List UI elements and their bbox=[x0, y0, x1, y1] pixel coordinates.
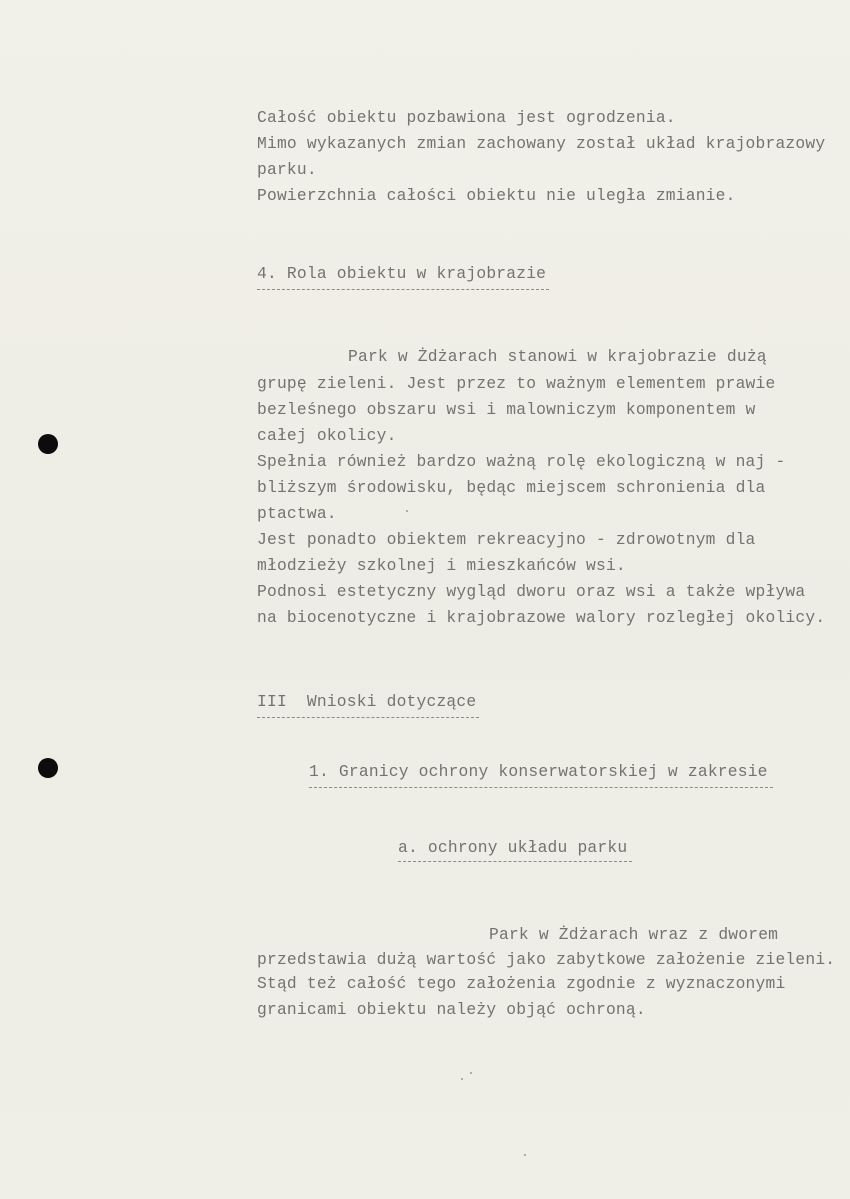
section-4-line-6: bliższym środowisku, będąc miejscem schronienia dla bbox=[257, 478, 766, 497]
conclusion-line-3: Stąd też całość tego założenia zgodnie z wyznaczonymi bbox=[257, 974, 786, 993]
section-III-heading: III Wnioski dotyczące bbox=[257, 692, 477, 711]
subheading-a-underline bbox=[398, 861, 632, 862]
subheading-1: 1. Granicy ochrony konserwatorskiej w zakresie bbox=[309, 762, 768, 781]
intro-line-4: Powierzchnia całości obiektu nie uległa zmianie. bbox=[257, 186, 736, 205]
intro-line-2: Mimo wykazanych zmian zachowany został układ krajobrazowy bbox=[257, 134, 826, 153]
section-III-underline bbox=[257, 717, 479, 718]
section-4-line-2: grupę zieleni. Jest przez to ważnym elementem prawie bbox=[257, 374, 776, 393]
conclusion-line-1: Park w Żdżarach wraz z dworem bbox=[489, 925, 779, 944]
paper-speck bbox=[406, 510, 408, 512]
section-4-line-3: bezleśnego obszaru wsi i malowniczym komponentem w bbox=[257, 400, 756, 419]
conclusion-line-4: granicami obiektu należy objąć ochroną. bbox=[257, 1000, 646, 1019]
section-4-line-8: Jest ponadto obiektem rekreacyjno - zdrowotnym dla bbox=[257, 530, 756, 549]
section-4-line-11: na biocenotyczne i krajobrazowe walory rozległej okolicy. bbox=[257, 608, 826, 627]
subheading-1-underline bbox=[309, 787, 773, 788]
paper-speck bbox=[524, 1154, 526, 1156]
conclusion-line-2: przedstawia dużą wartość jako zabytkowe założenie zieleni. bbox=[257, 950, 836, 969]
punch-hole-lower bbox=[38, 758, 58, 778]
punch-hole-upper bbox=[38, 434, 58, 454]
intro-line-3: parku. bbox=[257, 160, 317, 179]
subheading-a: a. ochrony układu parku bbox=[398, 838, 628, 857]
section-4-underline bbox=[257, 289, 549, 290]
paper-speck bbox=[470, 1072, 472, 1074]
paper-speck bbox=[461, 1078, 463, 1080]
section-4-line-5: Spełnia również bardzo ważną rolę ekologiczną w naj - bbox=[257, 452, 786, 471]
section-4-line-1: Park w Żdżarach stanowi w krajobrazie dużą bbox=[348, 347, 767, 366]
section-4-line-10: Podnosi estetyczny wygląd dworu oraz wsi a także wpływa bbox=[257, 582, 806, 601]
intro-line-1: Całość obiektu pozbawiona jest ogrodzenia. bbox=[257, 108, 676, 127]
section-4-line-9: młodzieży szkolnej i mieszkańców wsi. bbox=[257, 556, 626, 575]
section-4-line-4: całej okolicy. bbox=[257, 426, 397, 445]
section-4-line-7: ptactwa. bbox=[257, 504, 337, 523]
section-4-heading: 4. Rola obiektu w krajobrazie bbox=[257, 264, 547, 283]
